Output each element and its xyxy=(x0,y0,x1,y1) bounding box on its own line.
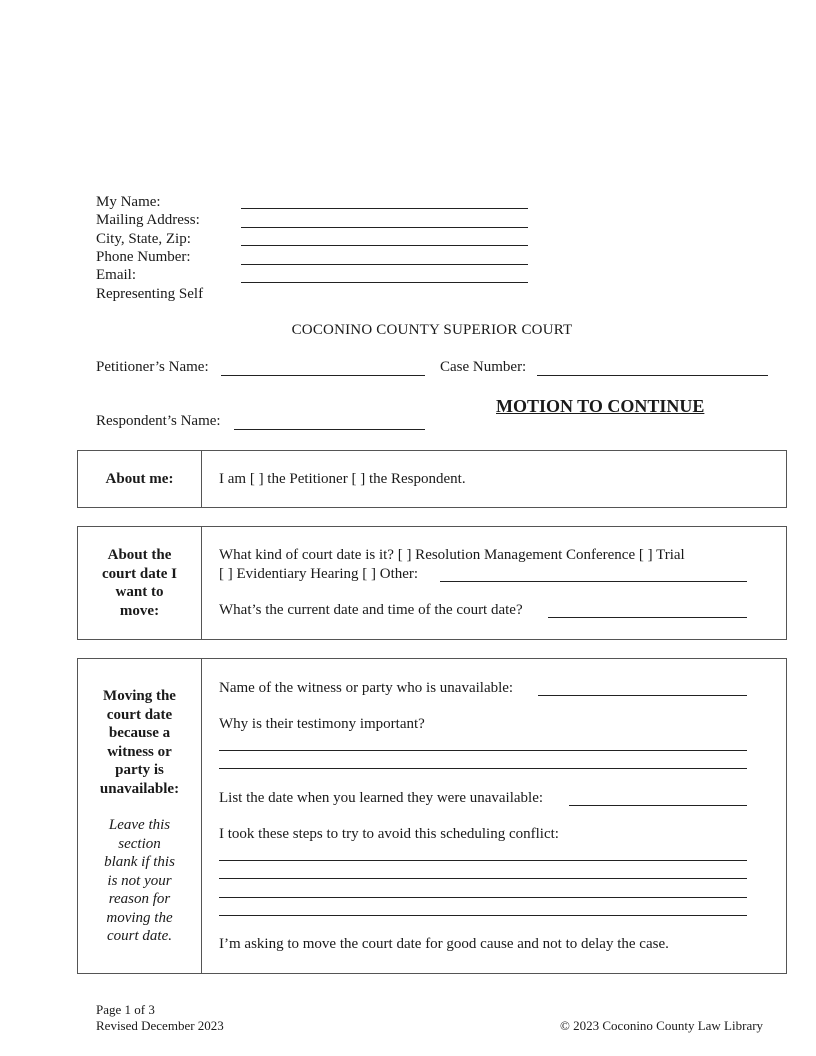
heading-line: About the xyxy=(107,547,172,563)
motion-title: MOTION TO CONTINUE xyxy=(496,396,705,416)
note-line: section xyxy=(118,835,161,852)
mailing-address-field[interactable] xyxy=(241,227,528,228)
court-name: COCONINO COUNTY SUPERIOR COURT xyxy=(291,322,573,338)
witness-name-label: Name of the witness or party who is unavailable: xyxy=(219,680,514,696)
heading-line: court date xyxy=(106,706,173,723)
heading-line: witness or xyxy=(107,743,172,760)
phone-number-label: Phone Number: xyxy=(96,249,191,265)
phone-number-field[interactable] xyxy=(241,264,528,265)
witness-heading xyxy=(78,687,201,946)
page-number: Page 1 of 3 xyxy=(96,1002,155,1017)
about-me-heading: About me: xyxy=(105,471,174,487)
note-line: moving the xyxy=(106,909,173,926)
testimony-importance-field-1[interactable] xyxy=(219,750,747,751)
current-date-label: What’s the current date and time of the court date? xyxy=(219,602,523,618)
witness-unavailable-section xyxy=(77,658,787,974)
testimony-importance-field-2[interactable] xyxy=(219,768,747,769)
my-name-label: My Name: xyxy=(96,194,161,210)
section-divider xyxy=(201,451,202,507)
my-name-field[interactable] xyxy=(241,208,528,209)
email-field[interactable] xyxy=(241,282,528,283)
court-date-kind-line[interactable]: What kind of court date is it? [ ] Resolution Management Conference [ ] Trial xyxy=(219,547,685,563)
case-number-field[interactable] xyxy=(537,375,768,376)
good-cause-statement: I’m asking to move the court date for good cause and not to delay the case. xyxy=(219,936,669,952)
note-line: is not your xyxy=(107,872,172,889)
heading-line: unavailable: xyxy=(99,780,180,797)
copyright: © 2023 Coconino County Law Library xyxy=(560,1018,764,1033)
petitioner-name-field[interactable] xyxy=(221,375,425,376)
witness-name-field[interactable] xyxy=(538,695,747,696)
heading-line: move: xyxy=(119,602,160,619)
heading-line: party is xyxy=(115,762,164,778)
avoid-conflict-steps-field-4[interactable] xyxy=(219,915,747,916)
revised-date: Revised December 2023 xyxy=(96,1018,224,1033)
respondent-name-field[interactable] xyxy=(234,429,425,430)
city-state-zip-field[interactable] xyxy=(241,245,528,246)
testimony-importance-label: Why is their testimony important? xyxy=(219,716,425,732)
section-divider xyxy=(201,527,202,639)
party-role-choice[interactable]: I am [ ] the Petitioner [ ] the Respondent. xyxy=(219,471,466,487)
note-line: court date. xyxy=(107,928,172,944)
note-line: Leave this xyxy=(108,817,171,833)
heading-line: want to xyxy=(115,584,164,600)
court-date-heading xyxy=(78,546,201,620)
petitioner-name-label: Petitioner’s Name: xyxy=(96,359,209,375)
leave-blank-note xyxy=(78,816,201,946)
current-date-field[interactable] xyxy=(548,617,747,618)
respondent-name-label: Respondent’s Name: xyxy=(96,413,221,429)
avoid-conflict-steps-field-3[interactable] xyxy=(219,897,747,898)
section-divider xyxy=(201,659,202,973)
other-court-date-field[interactable] xyxy=(440,581,747,582)
avoid-conflict-steps-label: I took these steps to try to avoid this scheduling conflict: xyxy=(219,826,559,842)
city-state-zip-label: City, State, Zip: xyxy=(96,231,191,247)
note-line: reason for xyxy=(108,891,171,907)
avoid-conflict-steps-field-2[interactable] xyxy=(219,878,747,879)
representing-self-label: Representing Self xyxy=(96,286,204,302)
email-label: Email: xyxy=(96,267,136,283)
note-line: blank if this xyxy=(104,854,175,870)
heading-line: because a xyxy=(108,725,171,741)
about-me-section xyxy=(77,450,787,508)
learned-date-label: List the date when you learned they were unavailable: xyxy=(219,790,544,806)
heading-line: court date I xyxy=(102,565,177,582)
court-date-section xyxy=(77,526,787,640)
avoid-conflict-steps-field-1[interactable] xyxy=(219,860,747,861)
mailing-address-label: Mailing Address: xyxy=(96,212,200,228)
case-number-label: Case Number: xyxy=(440,359,527,375)
heading-line: Moving the xyxy=(103,688,176,704)
learned-date-field[interactable] xyxy=(569,805,747,806)
court-date-other-line[interactable]: [ ] Evidentiary Hearing [ ] Other: xyxy=(219,566,419,582)
